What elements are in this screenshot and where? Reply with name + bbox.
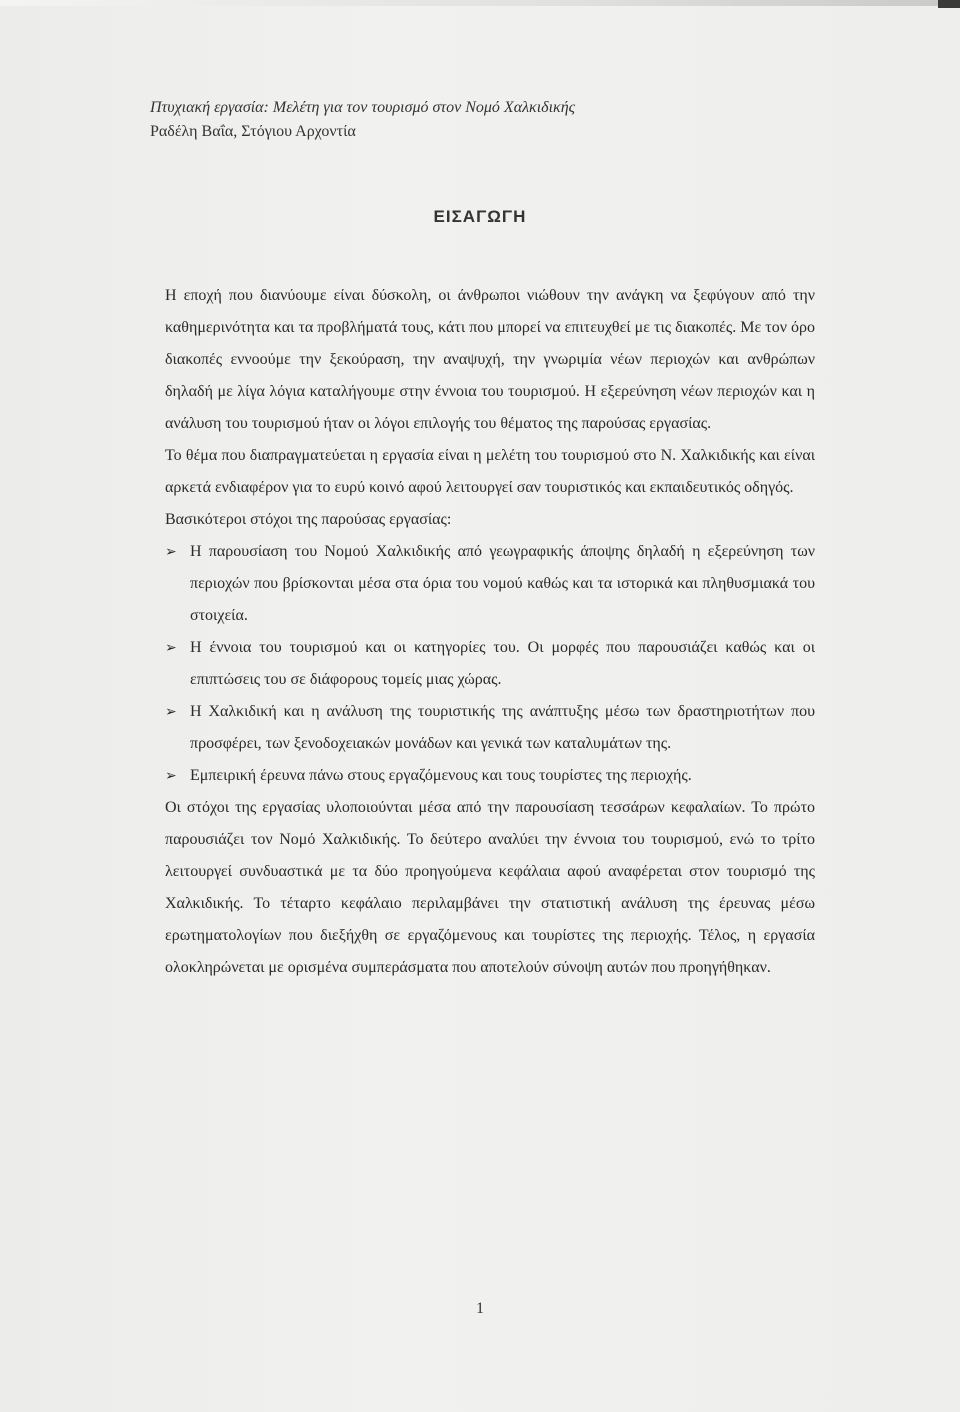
body-text — [165, 280, 815, 984]
list-item — [165, 696, 815, 760]
list-item — [165, 632, 815, 696]
page-number: 1 — [476, 1300, 484, 1317]
list-item-text: Η Χαλκιδική και η ανάλυση της τουριστικής της ανάπτυξης μέσω των δραστηριοτήτων που προσφέρει, των ξενοδοχειακών μονάδων και γενικά των καταλυμάτων της. — [190, 703, 815, 752]
list-item-text: Η έννοια του τουρισμού και οι κατηγορίες του. Οι μορφές που παρουσιάζει καθώς και οι επιπτώσεις του σε διάφορους τομείς μιας χώρας. — [190, 639, 815, 688]
arrow-bullet-icon: ➢ — [165, 544, 177, 560]
paragraph-topic: Το θέμα που διαπραγματεύεται η εργασία είναι η μελέτη του τουρισμού στο Ν. Χαλκιδικής και είναι αρκετά ενδιαφέρον για το ευρύ κοινό αφού λειτουργεί σαν τουριστικός και εκπαιδευτικός οδηγός. — [165, 447, 815, 496]
list-item — [165, 536, 815, 632]
arrow-bullet-icon: ➢ — [165, 640, 177, 656]
list-item-text: Εμπειρική έρευνα πάνω στους εργαζόμενους και τους τουρίστες της περιοχής. — [190, 767, 692, 784]
scan-corner-mark — [938, 0, 960, 8]
scan-edge — [0, 0, 960, 6]
running-header — [150, 96, 575, 144]
paragraph-intro: Η εποχή που διανύουμε είναι δύσκολη, οι άνθρωποι νιώθουν την ανάγκη να ξεφύγουν από την καθημερινότητα και τα προβλήματά τους, κάτι που μπορεί να επιτευχθεί με τις διακοπές. Με τον όρο διακοπές εννοούμε την ξεκούραση, την αναψυχή, την γνωριμία νέων περιοχών και ανθρώπων δηλαδή με λίγα λόγια καταλήγουμε στην έννοια του τουρισμού. Η εξερεύνηση νέων περιοχών και η ανάλυση του τουρισμού ήταν οι λόγοι επιλογής του θέματος της παρούσας εργασίας. — [165, 287, 815, 432]
section-title: ΕΙΣΑΓΩΓΗ — [433, 207, 527, 226]
list-item — [165, 760, 815, 792]
list-item-text: Η παρουσίαση του Νομού Χαλκιδικής από γεωγραφικής άποψης δηλαδή η εξερεύνηση των περιοχών που βρίσκονται μέσα στα όρια του νομού καθώς και τα ιστορικά και πληθυσμιακά του στοιχεία. — [190, 543, 815, 624]
paragraph-chapters: Οι στόχοι της εργασίας υλοποιούνται μέσα από την παρουσίαση τεσσάρων κεφαλαίων. Το πρώτο παρουσιάζει τον Νομό Χαλκιδικής. Το δεύτερο αναλύει την έννοια του τουρισμού, ενώ το τρίτο λειτουργεί συνδυαστικά με τα δύο προηγούμενα κεφάλαια αφού αναφέρεται στον τουρισμό της Χαλκιδικής. Το τέταρτο κεφάλαιο περιλαμβάνει την στατιστική ανάλυση της έρευνας μέσω ερωτηματολογίων που διεξήχθη σε εργαζόμενους και τουρίστες της περιοχής. Τέλος, η εργασία ολοκληρώνεται με ορισμένα συμπεράσματα που αποτελούν σύνοψη αυτών που προηγήθηκαν. — [165, 799, 815, 976]
header-authors: Ραδέλη Βαΐα, Στόγιου Αρχοντία — [150, 123, 356, 140]
arrow-bullet-icon: ➢ — [165, 768, 177, 784]
paragraph-goals-intro: Βασικότεροι στόχοι της παρούσας εργασίας: — [165, 511, 452, 528]
arrow-bullet-icon: ➢ — [165, 704, 177, 720]
header-thesis-title: Πτυχιακή εργασία: Μελέτη για τον τουρισμό στον Νομό Χαλκιδικής — [150, 99, 576, 116]
